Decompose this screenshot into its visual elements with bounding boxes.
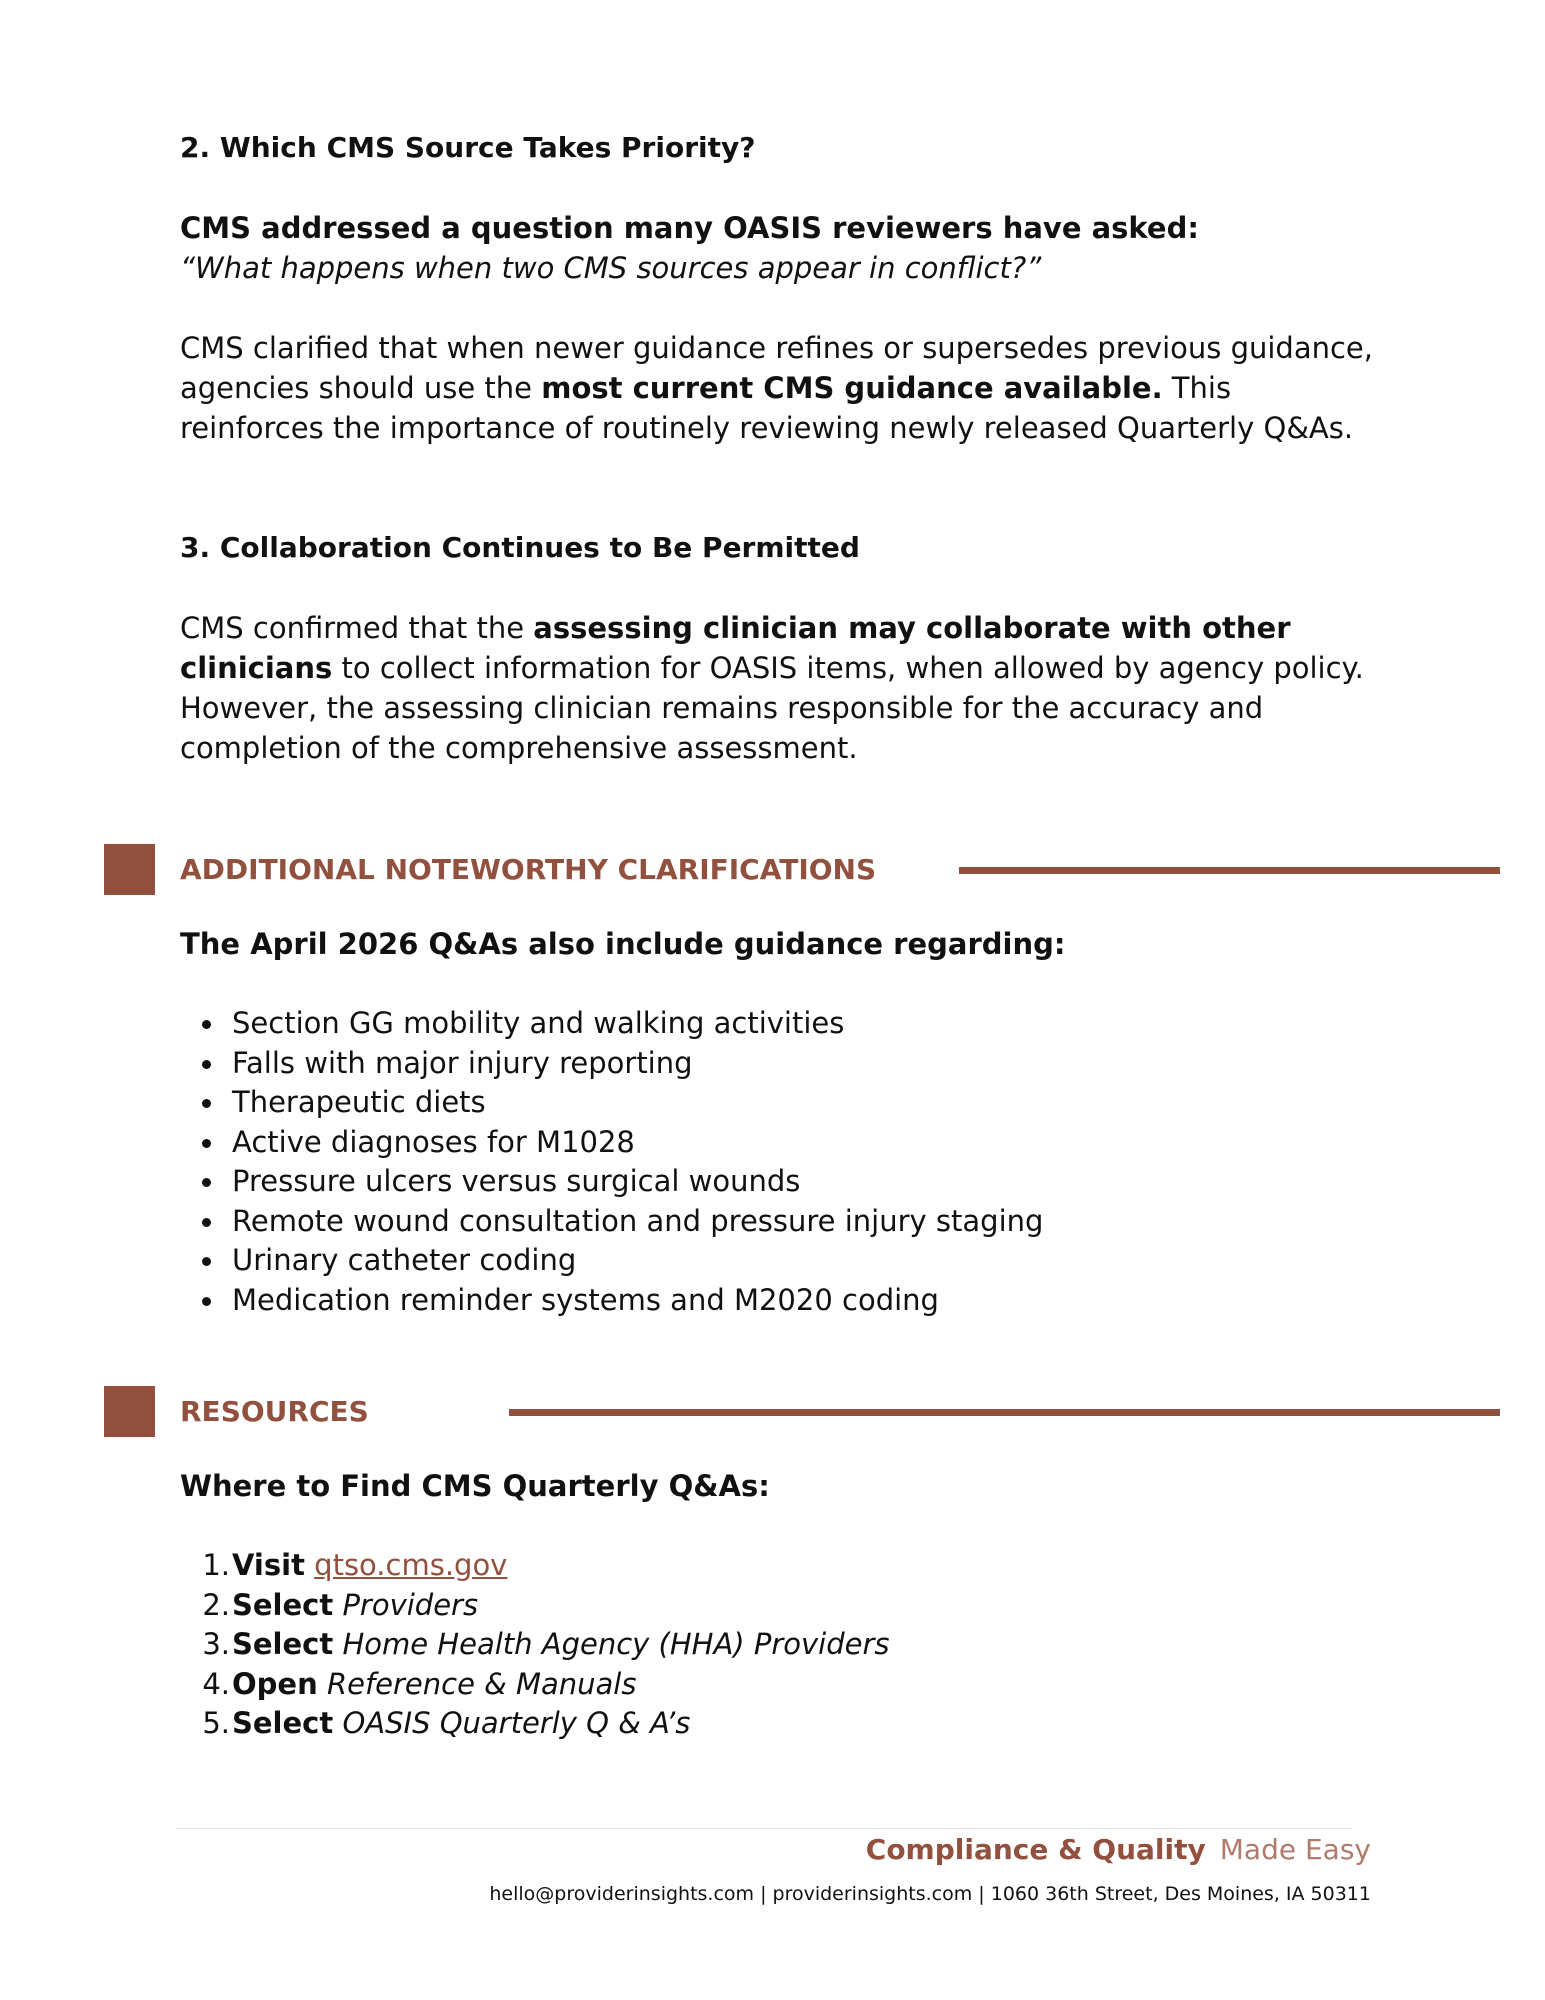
step-number: 3. — [202, 1627, 230, 1661]
step-verb: Select — [232, 1627, 334, 1661]
bullet-icon — [202, 1218, 211, 1227]
section-3-body-pre: CMS confirmed that the — [180, 611, 534, 645]
section-2-heading: 2. Which CMS Source Takes Priority? — [180, 131, 756, 164]
list-item-text: Remote wound consultation and pressure injury staging — [232, 1203, 1044, 1238]
step-target: Reference & Manuals — [326, 1666, 637, 1701]
step-verb: Select — [232, 1706, 334, 1740]
bullet-icon — [202, 1060, 211, 1069]
section-divider — [959, 867, 1500, 874]
list-item — [180, 1281, 1380, 1321]
step-item — [180, 1586, 1380, 1626]
list-item — [180, 1123, 1380, 1163]
resources-section-header — [104, 1386, 1500, 1438]
section-2-body — [180, 328, 1380, 448]
section-3-body-emphasis: assessing clinician may collaborate with other clinicians — [180, 611, 1291, 685]
step-verb: Open — [232, 1666, 318, 1701]
page-content — [180, 128, 1380, 1744]
bullet-icon — [202, 1020, 211, 1029]
resources-steps — [180, 1546, 1380, 1744]
section-2-body-post: This reinforces the importance of routinely reviewing newly released Quarterly Q&As. — [180, 371, 1354, 445]
step-item — [180, 1704, 1380, 1744]
resources-section-title: RESOURCES — [180, 1395, 369, 1428]
list-item — [180, 1241, 1380, 1281]
list-item-text: Section GG mobility and walking activities — [232, 1006, 845, 1040]
footer-tagline — [866, 1830, 1371, 1870]
additional-lead: The April 2026 Q&As also include guidance regarding: — [180, 927, 1066, 961]
list-item-text: Therapeutic diets — [232, 1085, 486, 1119]
section-3-body — [180, 608, 1380, 768]
tagline-strong: Compliance & Quality — [865, 1833, 1206, 1866]
list-item-text: Medication reminder systems and M2020 coding — [232, 1282, 939, 1317]
section-3-body-post: to collect information for OASIS items, when allowed by agency policy. However, the assessing clinician remains responsible for the accuracy and completion of the comprehensive assessment. — [180, 651, 1364, 765]
step-number: 1. — [202, 1548, 230, 1582]
step-target: Providers — [342, 1587, 479, 1622]
step-number: 2. — [202, 1587, 230, 1622]
bullet-icon — [202, 1178, 211, 1187]
bullet-icon — [202, 1099, 211, 1108]
step-verb: Visit — [232, 1548, 305, 1582]
list-item — [180, 1083, 1380, 1123]
section-2-intro: CMS addressed a question many OASIS reviewers have asked: — [180, 211, 1199, 245]
qtso-link[interactable]: qtso.cms.gov — [314, 1548, 508, 1582]
step-target: OASIS Quarterly Q & A’s — [342, 1706, 691, 1740]
section-2-body-pre: CMS clarified that when newer guidance refines or supersedes previous guidance, agencies should use the — [180, 331, 1373, 405]
list-item — [180, 1202, 1380, 1242]
clarification-list — [180, 1004, 1380, 1320]
resources-lead: Where to Find CMS Quarterly Q&As: — [180, 1469, 770, 1503]
step-item — [180, 1625, 1380, 1665]
step-verb: Select — [232, 1587, 334, 1622]
list-item-text: Pressure ulcers versus surgical wounds — [232, 1164, 801, 1198]
list-item — [180, 1044, 1380, 1084]
list-item-text: Falls with major injury reporting — [232, 1045, 693, 1080]
additional-section-title: ADDITIONAL NOTEWORTHY CLARIFICATIONS — [180, 853, 877, 886]
section-divider — [509, 1409, 1500, 1416]
step-number: 5. — [202, 1706, 230, 1740]
footer-contact: hello@providerinsights.com | providerinsights.com | 1060 36th Street, Des Moines, IA 50311 — [489, 1883, 1371, 1905]
step-target: Home Health Agency (HHA) Providers — [342, 1627, 890, 1661]
additional-section-header — [104, 844, 1500, 896]
section-2-body-emphasis: most current CMS guidance available. — [541, 371, 1163, 405]
step-item — [180, 1665, 1380, 1705]
step-number: 4. — [202, 1666, 230, 1701]
tagline-light: Made Easy — [1219, 1833, 1371, 1866]
list-item-text: Active diagnoses for M1028 — [232, 1124, 635, 1159]
bullet-icon — [202, 1139, 211, 1148]
step-item — [180, 1546, 1380, 1586]
bullet-icon — [202, 1297, 211, 1306]
list-item-text: Urinary catheter coding — [232, 1243, 577, 1277]
section-marker — [104, 1386, 155, 1437]
section-2-quote: “What happens when two CMS sources appear in conflict?” — [180, 251, 1042, 285]
list-item — [180, 1162, 1380, 1202]
section-3-heading: 3. Collaboration Continues to Be Permitted — [180, 531, 860, 564]
list-item — [180, 1004, 1380, 1044]
footer-divider — [176, 1828, 1352, 1829]
section-marker — [104, 844, 155, 895]
bullet-icon — [202, 1257, 211, 1266]
